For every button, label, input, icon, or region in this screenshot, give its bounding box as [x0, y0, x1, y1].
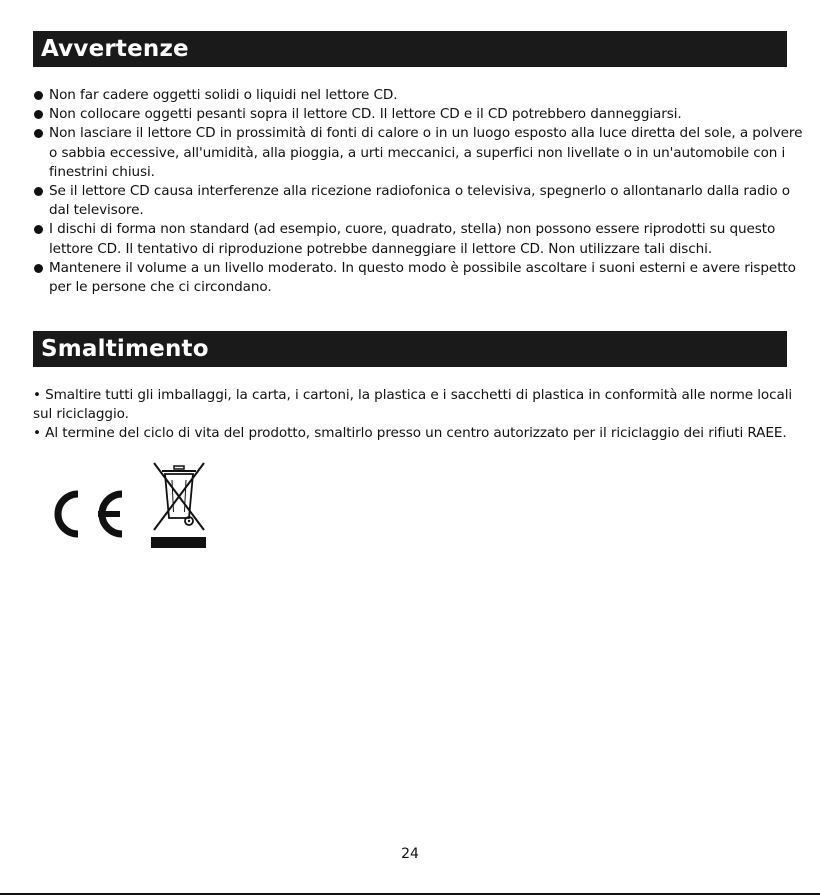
warning-item: Non far cadere oggetti solidi o liquidi nel lettore CD.: [33, 86, 803, 105]
warnings-list: [33, 86, 803, 297]
warning-item: Non collocare oggetti pesanti sopra il lettore CD. Il lettore CD e il CD potrebbero danneggiarsi.: [33, 105, 803, 124]
disposal-text: [33, 386, 793, 444]
disposal-paragraph: • Al termine del ciclo di vita del prodotto, smaltirlo presso un centro autorizzato per il riciclaggio dei rifiuti RAEE.: [33, 425, 787, 442]
warning-item: Mantenere il volume a un livello moderato. In questo modo è possibile ascoltare i suoni esterni e avere rispetto per le persone che ci circondano.: [33, 259, 803, 297]
warning-item: Non lasciare il lettore CD in prossimità di fonti di calore o in un luogo esposto alla luce diretta del sole, a polvere o sabbia eccessive, all'umidità, alla pioggia, a urti meccanici, a superfici non livellate o in un'automobile con i finestrini chiusi.: [33, 124, 803, 182]
section-title-smaltimento: Smaltimento: [33, 331, 787, 367]
warning-item: I dischi di forma non standard (ad esempio, cuore, quadrato, stella) non possono essere riprodotti su questo lettore CD. Il tentativo di riproduzione potrebbe danneggiare il lettore CD. Non utilizzare tali dischi.: [33, 220, 803, 258]
crossed-out-wheelie-bin-icon: [148, 460, 210, 550]
section-title-avvertenze: Avvertenze: [33, 31, 787, 67]
page-number: 24: [401, 846, 419, 862]
disposal-paragraph: • Smaltire tutti gli imballaggi, la carta, i cartoni, la plastica e i sacchetti di plastica in conformità alle norme locali sul riciclaggio.: [33, 387, 793, 423]
warning-item: Se il lettore CD causa interferenze alla ricezione radiofonica o televisiva, spegnerlo o allontanarlo dalla radio o dal televisore.: [33, 182, 803, 220]
ce-mark-icon: [40, 490, 126, 538]
